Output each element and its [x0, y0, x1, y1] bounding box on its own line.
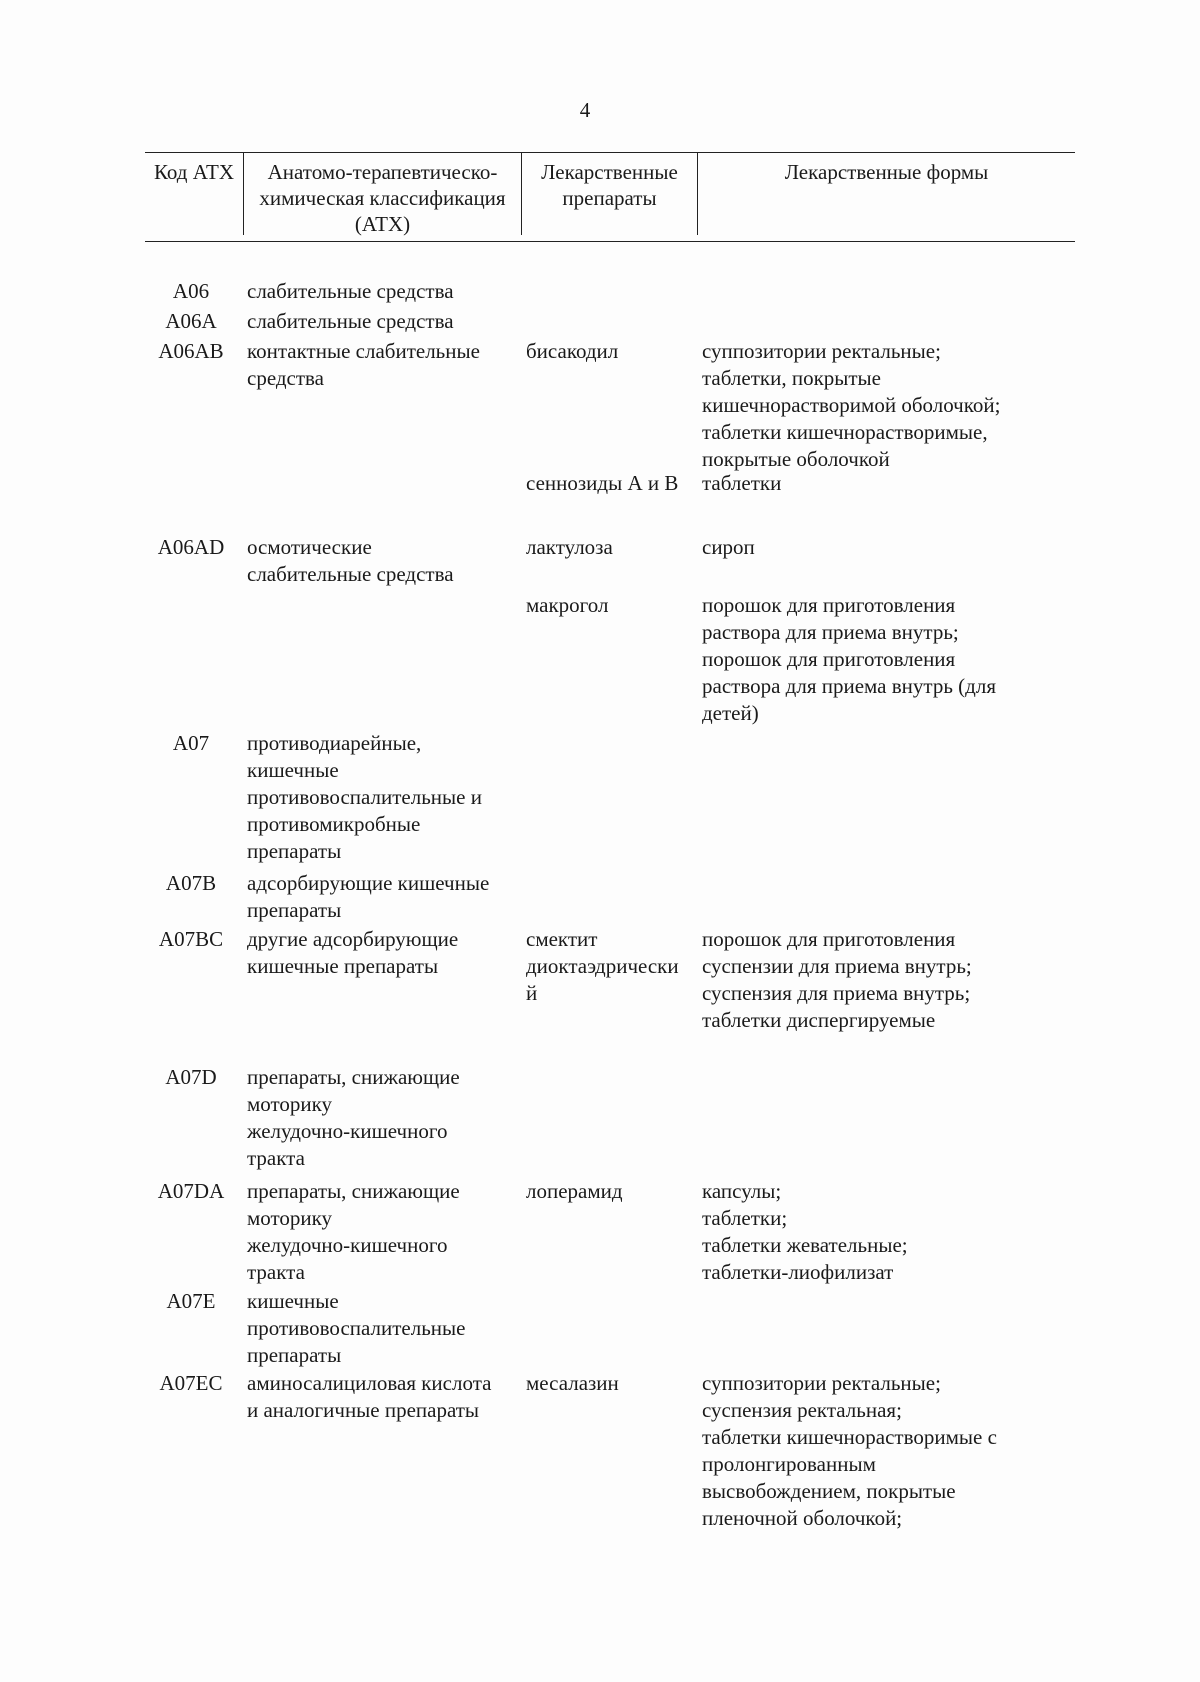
row-classification: контактные слабительные средства	[247, 339, 480, 390]
row-code: А07Е	[166, 1289, 216, 1313]
row-drug: месалазин	[526, 1371, 619, 1395]
row-classification: осмотические слабительные средства	[247, 535, 454, 586]
row-code: А07D	[165, 1065, 217, 1089]
row-drug: макрогол	[526, 593, 609, 617]
row-forms: суппозитории ректальные; суспензия ректальная; таблетки кишечнорастворимые с пролонгированным высвобождением, покрытые пленочной оболочкой;	[702, 1371, 997, 1530]
row-classification: препараты, снижающие моторику желудочно-кишечного тракта	[247, 1065, 460, 1170]
atc-table	[145, 152, 1075, 1530]
row-code: А06АВ	[158, 339, 224, 363]
row-drug: сеннозиды А и В	[526, 471, 679, 495]
header-drugs: Лекарственные препараты	[521, 153, 697, 235]
row-classification: слабительные средства	[247, 279, 454, 303]
row-forms: капсулы; таблетки; таблетки жевательные; таблетки-лиофилизат	[702, 1179, 908, 1284]
row-code: A07DA	[157, 1179, 225, 1203]
row-classification: адсорбирующие кишечные препараты	[247, 871, 490, 922]
row-forms: сироп	[702, 535, 755, 559]
header-code: Код АТХ	[153, 160, 235, 184]
row-classification: слабительные средства	[247, 309, 454, 333]
row-drug: лактулоза	[526, 535, 613, 559]
row-classification: аминосалициловая кислота и аналогичные препараты	[247, 1371, 492, 1422]
row-classification: противодиарейные, кишечные противовоспалительные и противомикробные препараты	[247, 731, 482, 863]
table-header	[145, 152, 1075, 242]
row-classification: кишечные противовоспалительные препараты	[247, 1289, 466, 1367]
row-code: А07ВС	[158, 927, 224, 951]
row-forms: порошок для приготовления суспензии для приема внутрь; суспензия для приема внутрь; таблетки диспергируемые	[702, 927, 972, 1032]
row-code: А07ЕС	[159, 1371, 223, 1395]
row-code: А07В	[165, 871, 217, 895]
row-code: А06AD	[157, 535, 225, 559]
header-forms: Лекарственные формы	[697, 153, 1075, 235]
row-code: А06А	[165, 309, 217, 333]
row-code: А06	[172, 279, 210, 303]
row-forms: суппозитории ректальные; таблетки, покрытые кишечнорастворимой оболочкой; таблетки кишечнорастворимые, покрытые оболочкой	[702, 339, 1001, 471]
row-classification: препараты, снижающие моторику желудочно-кишечного тракта	[247, 1179, 460, 1284]
row-drug: лоперамид	[526, 1179, 623, 1203]
header-classification: Анатомо-терапевтическо-химическая классификация (АТХ)	[243, 153, 521, 235]
row-drug: бисакодил	[526, 339, 619, 363]
row-forms: порошок для приготовления раствора для приема внутрь; порошок для приготовления раствора для приема внутрь (для детей)	[702, 593, 996, 725]
row-code: А07	[172, 731, 210, 755]
page-number: 4	[579, 98, 591, 122]
row-forms: таблетки	[702, 471, 782, 495]
row-classification: другие адсорбирующие кишечные препараты	[247, 927, 459, 978]
row-drug: смектит диоктаэдрически й	[526, 927, 679, 1005]
